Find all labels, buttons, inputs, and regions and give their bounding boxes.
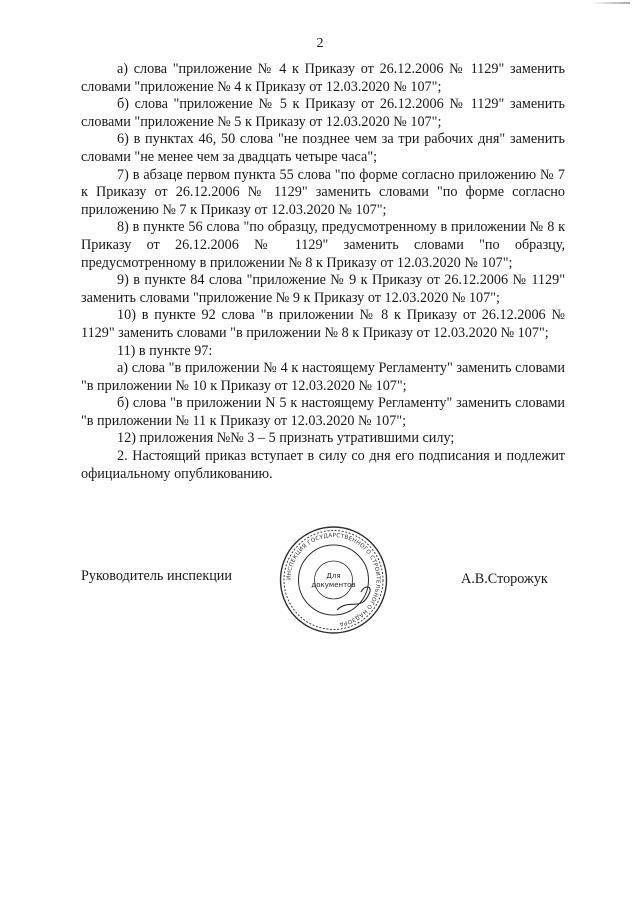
paragraph: 12) приложения №№ 3 – 5 признать утратившими силу; (117, 430, 455, 447)
paragraph: 6) в пунктах 46, 50 слова "не позднее чем за три рабочих дня" заменить словами "не менее чем за двадцать четыре часа"; (81, 131, 565, 165)
seal-center-line2: документов (311, 581, 356, 589)
paragraph: 8) в пункте 56 слова "по образцу, предусмотренному в приложении № 8 к Приказу от 26.12.2006 № 1129" заменить словами "по образцу, предусмотренному в приложении № 8 к Приказу от 12.03.2020 № 107"; (81, 219, 565, 271)
paragraph: б) слова "в приложении N 5 к настоящему Регламенту" заменить словами "в приложении № 11 к Приказу от 12.03.2020 № 107"; (81, 395, 565, 429)
paragraph: 9) в пункте 84 слова "приложение № 9 к Приказу от 26.12.2006 № 1129" заменить словами "приложение № 9 к Приказу от 12.03.2020 № 107"; (81, 272, 565, 306)
paragraph: 11) в пункте 97: (117, 342, 213, 359)
seal-ring-text: ИНСПЕКЦИЯ ГОСУДАРСТВЕННОГО СТРОИТЕЛЬНОГО НАДЗОРА (286, 532, 381, 627)
official-seal (277, 520, 390, 640)
paragraph: 10) в пункте 92 слова "в приложении № 8 к Приказу от 26.12.2006 № 1129" заменить словами "в приложении № 8 к Приказу от 12.03.2020 № 107"; (81, 307, 565, 341)
seal-center-line1: Для (326, 572, 341, 580)
paragraph: а) слова "приложение № 4 к Приказу от 26.12.2006 № 1129" заменить словами "приложение № 4 к Приказу от 12.03.2020 № 107"; (81, 61, 565, 95)
document-body (81, 61, 565, 483)
signatory-name: А.В.Сторожук (461, 571, 548, 587)
paragraph: б) слова "приложение № 5 к Приказу от 26.12.2006 № 1129" заменить словами "приложение № 5 к Приказу от 12.03.2020 № 107"; (81, 96, 565, 130)
scan-edge-mark (590, 2, 630, 4)
paragraph: а) слова "в приложении № 4 к настоящему Регламенту" заменить словами "в приложении № 10 к Приказу от 12.03.2020 № 107"; (81, 360, 565, 394)
paragraph: 2. Настоящий приказ вступает в силу со дня его подписания и подлежит официальному опубликованию. (81, 448, 565, 482)
paragraph: 7) в абзаце первом пункта 55 слова "по форме согласно приложению № 7 к Приказу от 26.12.2006 № 1129" заменить словами "по форме согласно приложению № 7 к Приказу от 12.03.2020 № 107"; (81, 166, 565, 218)
page-number: 2 (316, 36, 324, 51)
signature-position: Руководитель инспекции (81, 568, 232, 584)
